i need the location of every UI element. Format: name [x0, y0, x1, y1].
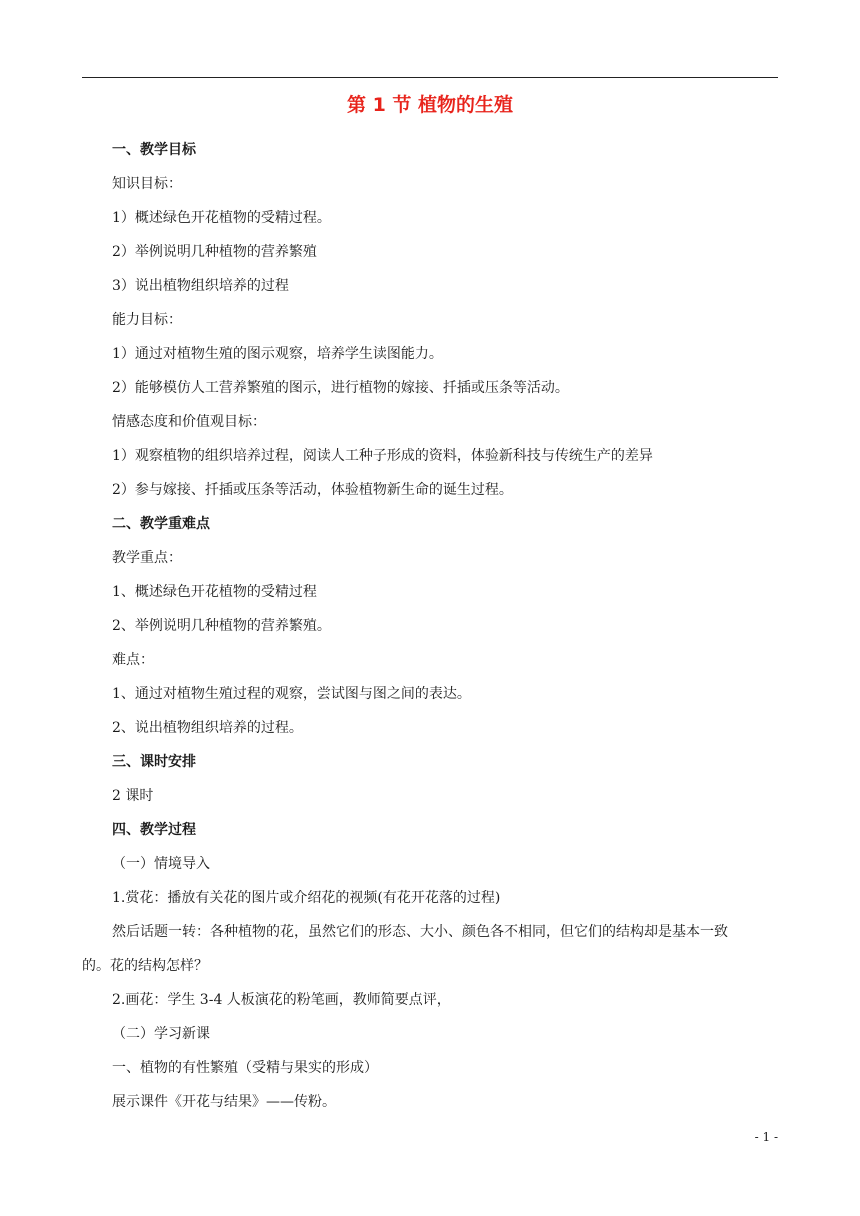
section-heading: 二、教学重难点	[112, 516, 210, 532]
body-paragraph: （一）情境导入	[112, 856, 210, 872]
body-paragraph: 的。花的结构怎样？	[82, 958, 208, 974]
section-heading: 三、课时安排	[112, 754, 196, 770]
body-paragraph: 1）概述绿色开花植物的受精过程。	[112, 210, 331, 226]
body-paragraph: 2、说出植物组织培养的过程。	[112, 720, 303, 736]
body-paragraph: 2、举例说明几种植物的营养繁殖。	[112, 618, 331, 634]
document-title: 第 1 节 植物的生殖	[346, 94, 514, 116]
body-paragraph: 然后话题一转：各种植物的花，虽然它们的形态、大小、颜色各不相同，但它们的结构却是基本一致	[112, 924, 728, 940]
body-paragraph: 2）能够模仿人工营养繁殖的图示，进行植物的嫁接、扦插或压条等活动。	[112, 380, 569, 396]
body-paragraph: 2）举例说明几种植物的营养繁殖	[112, 244, 317, 260]
body-paragraph: 一、植物的有性繁殖（受精与果实的形成）	[112, 1060, 378, 1076]
document-body	[82, 133, 778, 1119]
body-paragraph: 1、概述绿色开花植物的受精过程	[112, 584, 317, 600]
body-paragraph: 1.赏花：播放有关花的图片或介绍花的视频(有花开花落的过程)	[112, 890, 501, 906]
body-paragraph: 1）观察植物的组织培养过程，阅读人工种子形成的资料，体验新科技与传统生产的差异	[112, 448, 653, 464]
body-paragraph: 知识目标：	[112, 176, 182, 192]
body-paragraph: 能力目标：	[112, 312, 182, 328]
body-paragraph: 3）说出植物组织培养的过程	[112, 278, 289, 294]
section-heading: 四、教学过程	[112, 822, 196, 838]
page-number: - 1 -	[754, 1130, 778, 1144]
body-paragraph: 2.画花：学生 3-4 人板演花的粉笔画，教师简要点评，	[112, 992, 451, 1008]
body-paragraph: 难点：	[112, 652, 154, 668]
body-paragraph: 2）参与嫁接、扦插或压条等活动，体验植物新生命的诞生过程。	[112, 482, 513, 498]
header-rule	[82, 77, 778, 78]
body-paragraph: 1、通过对植物生殖过程的观察，尝试图与图之间的表达。	[112, 686, 471, 702]
body-paragraph: 展示课件《开花与结果》——传粉。	[112, 1094, 336, 1110]
body-paragraph: 2 课时	[112, 788, 154, 804]
body-paragraph: 1）通过对植物生殖的图示观察，培养学生读图能力。	[112, 346, 443, 362]
body-paragraph: （二）学习新课	[112, 1026, 210, 1042]
section-heading: 一、教学目标	[112, 142, 196, 158]
body-paragraph: 情感态度和价值观目标：	[112, 414, 266, 430]
body-paragraph: 教学重点：	[112, 550, 182, 566]
